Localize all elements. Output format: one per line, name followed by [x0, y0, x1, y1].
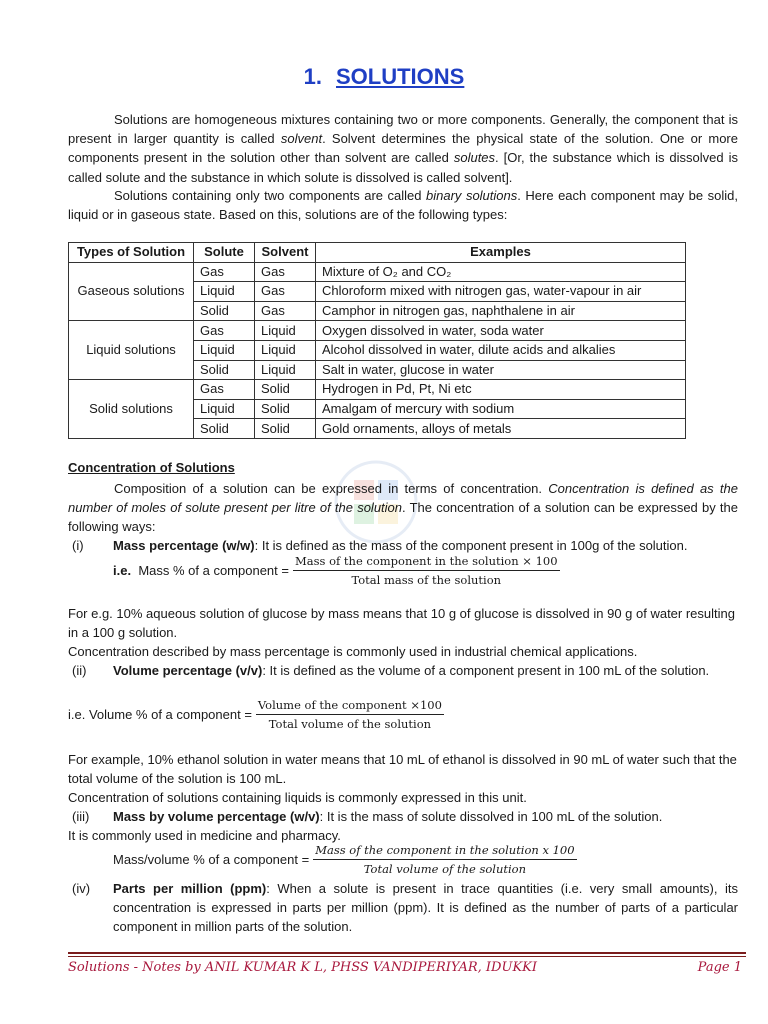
text-run: . The concentration of a solution can be expressed by the following ways:	[68, 500, 738, 535]
concentration-heading: Concentration of Solutions	[68, 460, 235, 475]
concentration-intro	[68, 479, 738, 537]
text-run: : It is defined as the mass of the component present in 100g of the solution.	[254, 538, 688, 553]
fraction-denominator: Total volume of the solution	[363, 862, 526, 876]
fraction-denominator: Total mass of the solution	[351, 573, 502, 587]
intro-paragraph-2	[68, 186, 738, 224]
cell-solute: Solid	[194, 301, 255, 321]
cell-solute: Solid	[194, 360, 255, 380]
cell-solute: Liquid	[194, 399, 255, 419]
volume-note: Concentration of solutions containing liquids is commonly expressed in this unit.	[68, 790, 527, 805]
italic-term: Concentration is defined as the number of moles of solute present per litre of the solution	[68, 481, 738, 516]
text-run: : When a solute is present in trace quantities (i.e. very small amounts), its concentration is expressed in parts per million (ppm). It is defined as the number of parts of a particular component in million parts of the solution.	[113, 881, 738, 935]
footer-rule	[68, 952, 746, 954]
cell-solvent: Liquid	[255, 360, 316, 380]
volume-example: For example, 10% ethanol solution in water means that 10 mL of ethanol is dissolved in 90 mL of water such that the total volume of the solution is 100 mL.	[68, 752, 737, 787]
footer-rule-thin	[68, 956, 746, 957]
cell-example: Gold ornaments, alloys of metals	[316, 419, 686, 439]
cell-example: Camphor in nitrogen gas, naphthalene in air	[316, 301, 686, 321]
footer-credit: Solutions - Notes by ANIL KUMAR K L, PHSS VANDIPERIYAR, IDUKKI	[68, 960, 537, 975]
mass-percentage-item	[68, 536, 738, 555]
fraction	[313, 843, 576, 876]
title-text: SOLUTIONS	[336, 64, 465, 89]
formula-lhs: i.e. Volume % of a component =	[68, 707, 252, 722]
page-footer	[68, 960, 742, 975]
bold-term: Volume percentage (v/v)	[113, 663, 263, 678]
text-run: Composition of a solution can be expressed in terms of concentration.	[114, 481, 549, 496]
group-label: Solid solutions	[69, 380, 194, 439]
cell-example: Oxygen dissolved in water, soda water	[316, 321, 686, 341]
table-row	[69, 321, 686, 341]
page-number: Page 1	[697, 960, 742, 975]
ie-prefix: i.e.	[113, 563, 132, 578]
mass-percentage-formula	[113, 554, 560, 587]
header-examples: Examples	[316, 243, 686, 263]
text-run: . [Or, the substance which is dissolved is called solute and the substance in which solute is dissolved is called solvent].	[68, 150, 738, 185]
italic-term: solvent	[280, 131, 323, 147]
text-run: Solutions are homogeneous mixtures containing two or more components. Generally, the component that is present in larger quantity is called	[68, 112, 738, 147]
cell-example: Chloroform mixed with nitrogen gas, water-vapour in air	[316, 282, 686, 302]
mass-volume-note: It is commonly used in medicine and pharmacy.	[68, 828, 341, 843]
bold-term: Parts per million (ppm)	[113, 881, 267, 896]
item-body	[113, 807, 738, 826]
volume-percentage-formula	[68, 698, 444, 731]
fraction-denominator: Total volume of the solution	[268, 717, 432, 731]
cell-example: Mixture of O₂ and CO₂	[316, 262, 686, 282]
cell-solute: Solid	[194, 419, 255, 439]
item-body	[113, 536, 738, 555]
cell-solute: Gas	[194, 380, 255, 400]
cell-solute: Gas	[194, 321, 255, 341]
text-run: . Solvent determines the physical state of the solution. One or more components present in the solution other than solvent are called	[68, 131, 738, 166]
item-label: (iv)	[72, 881, 91, 896]
title-number: 1.	[303, 64, 322, 89]
text-run: Solutions containing only two components are called	[114, 188, 427, 203]
page-title	[0, 64, 768, 90]
cell-solvent: Gas	[255, 301, 316, 321]
italic-term: solutes	[453, 150, 496, 166]
cell-example: Hydrogen in Pd, Pt, Ni etc	[316, 380, 686, 400]
cell-solvent: Gas	[255, 282, 316, 302]
italic-term: binary solutions	[426, 188, 518, 203]
cell-example: Amalgam of mercury with sodium	[316, 399, 686, 419]
fraction	[256, 698, 444, 731]
cell-example: Salt in water, glucose in water	[316, 360, 686, 380]
fraction	[293, 554, 560, 587]
cell-solute: Gas	[194, 262, 255, 282]
table-header-row	[69, 243, 686, 263]
cell-solvent: Liquid	[255, 321, 316, 341]
ppm-item	[68, 879, 738, 937]
bold-term: Mass by volume percentage (w/v)	[113, 809, 320, 824]
intro-paragraph-1	[68, 110, 738, 187]
volume-percentage-item	[68, 661, 738, 680]
cell-solute: Liquid	[194, 340, 255, 360]
table-row	[69, 380, 686, 400]
text-run: : It is defined as the volume of a component present in 100 mL of the solution.	[262, 663, 710, 678]
header-solute: Solute	[194, 243, 255, 263]
fraction-numerator: Mass of the component in the solution × 100	[293, 554, 560, 571]
text-run: . Here each component may be solid, liquid or in gaseous state. Based on this, solutions are of the following types:	[68, 188, 739, 223]
item-label: (iii)	[72, 809, 90, 824]
cell-solvent: Gas	[255, 262, 316, 282]
item-label: (ii)	[72, 663, 87, 678]
fraction-numerator: Volume of the component ×100	[256, 698, 444, 715]
item-label: (i)	[72, 538, 84, 553]
bold-term: Mass percentage (w/w)	[113, 538, 255, 553]
mass-example: For e.g. 10% aqueous solution of glucose by mass means that 10 g of glucose is dissolved in 90 g of water resulting in a 100 g solution.	[68, 606, 735, 641]
text-run: : It is the mass of solute dissolved in 100 mL of the solution.	[319, 809, 663, 824]
mass-volume-formula	[113, 843, 577, 876]
mass-note: Concentration described by mass percentage is commonly used in industrial chemical applications.	[68, 644, 638, 659]
table-row	[69, 262, 686, 282]
header-types: Types of Solution	[69, 243, 194, 263]
formula-lhs: Mass % of a component =	[138, 563, 289, 578]
group-label: Gaseous solutions	[69, 262, 194, 321]
fraction-numerator: Mass of the component in the solution x 100	[313, 843, 576, 860]
solution-types-table	[68, 242, 686, 439]
cell-solvent: Solid	[255, 380, 316, 400]
item-body	[113, 661, 738, 680]
item-body	[113, 879, 738, 937]
cell-example: Alcohol dissolved in water, dilute acids and alkalies	[316, 340, 686, 360]
mass-volume-item	[68, 807, 738, 826]
group-label: Liquid solutions	[69, 321, 194, 380]
header-solvent: Solvent	[255, 243, 316, 263]
cell-solvent: Solid	[255, 399, 316, 419]
cell-solute: Liquid	[194, 282, 255, 302]
cell-solvent: Liquid	[255, 340, 316, 360]
cell-solvent: Solid	[255, 419, 316, 439]
formula-lhs: Mass/volume % of a component =	[113, 852, 310, 867]
